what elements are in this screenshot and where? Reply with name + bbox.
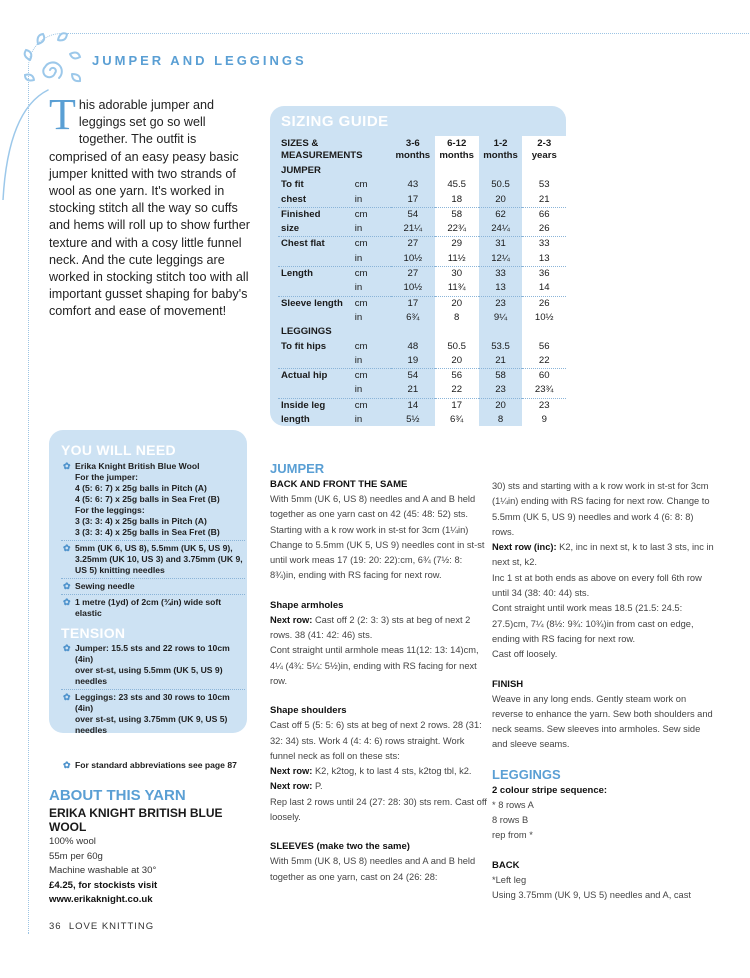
page-number: 36 (49, 921, 62, 932)
you-will-need-box (49, 430, 247, 770)
value-cell: 12¼ (479, 252, 523, 267)
yarn-detail: 55m per 60g (49, 850, 103, 862)
value-cell: 22 (522, 354, 566, 369)
value-cell: 33 (522, 237, 566, 252)
list-item: ✿ 5mm (UK 6, US 8), 5.5mm (UK 5, US 9), 3.25mm (UK 10, US 3) and 3.75mm (UK 9, US 5) knitting needles (61, 541, 245, 579)
sizing-table (278, 136, 566, 427)
table-row (278, 296, 566, 311)
pattern-column-1 (270, 461, 490, 885)
paragraph: Next row (inc): K2, inc in next st, k to last 3 sts, inc in next st, k2. (492, 542, 714, 568)
star-bullet-icon: ✿ (63, 760, 71, 770)
pattern-column-2 (492, 479, 714, 903)
unit-cell: in (352, 383, 391, 398)
star-bullet-icon: ✿ (63, 643, 71, 653)
paragraph: Cont straight until armhole meas 11(12: 13: 14)cm, 4¼ (4¾: 5¼: 5½)in, ending with RS facing for next row. (270, 645, 479, 686)
table-row (278, 222, 566, 237)
star-bullet-icon: ✿ (63, 597, 71, 607)
value-cell: 54 (407, 370, 419, 382)
measurement-label: Chest flat (281, 238, 325, 250)
value-cell: 10½ (522, 311, 566, 325)
value-cell: 20 (479, 193, 523, 208)
size-col-2: 6-12 months (435, 136, 479, 164)
value-cell: 27 (407, 268, 419, 280)
tension-list (61, 641, 245, 738)
table-row (278, 354, 566, 369)
value-cell: 17 (391, 193, 435, 208)
materials-list (61, 459, 245, 621)
value-cell: 20 (495, 399, 506, 411)
paragraph: Rep last 2 rows until 24 (27: 28: 30) sts rem. Cast off loosely. (270, 796, 487, 823)
sizing-head-label: SIZES & MEASUREMENTS (281, 138, 363, 161)
unit-cell: in (354, 414, 363, 426)
value-cell: 11¾ (435, 281, 479, 296)
value-cell: 5½ (406, 414, 420, 426)
value-cell: 13 (522, 252, 566, 267)
table-row (278, 267, 566, 282)
paragraph: rep from * (492, 830, 533, 841)
unit-cell: in (352, 354, 391, 369)
paragraph: Next row: Cast off 2 (2: 3: 3) sts at beg of next 2 rows. 38 (41: 42: 46) sts. (270, 614, 471, 641)
value-cell: 6¾ (406, 311, 420, 323)
table-row (278, 340, 566, 354)
subheading: 2 colour stripe sequence: (492, 784, 608, 796)
value-cell: 56 (435, 369, 479, 384)
value-cell: 56 (522, 340, 566, 354)
about-yarn-title: ABOUT THIS YARN (49, 787, 186, 804)
unit-cell: in (352, 222, 391, 237)
paragraph: Cast off 5 (5: 5: 6) sts at beg of next 2 rows. 28 (31: 32: 34) sts. Work 4 (4: 4: 6) rows straight. Work funnel neck as foll on these sts: (270, 720, 482, 761)
value-cell: 10½ (391, 252, 435, 267)
measurement-label: To fit (281, 179, 304, 191)
value-cell: 22 (435, 383, 479, 398)
list-item: ✿ Leggings: 23 sts and 30 rows to 10cm (4in) over st-st, using 3.75mm (UK 9, US 5) needles (63, 692, 230, 735)
unit-cell: cm (354, 238, 368, 250)
page-footer (49, 921, 154, 932)
value-cell: 58 (435, 207, 479, 222)
subheading: SLEEVES (make two the same) (270, 841, 410, 853)
table-row (278, 178, 566, 192)
value-cell: 53 (522, 178, 566, 192)
value-cell: 62 (495, 208, 506, 220)
table-row (278, 413, 566, 427)
measurement-label: To fit hips (281, 340, 327, 352)
paragraph: Cont straight until work meas 18.5 (21.5: 24.5: 27.5)cm, 7¼ (8½: 9¾: 10¾)in from cast on edge, ending with RS facing for next row. (492, 603, 694, 644)
value-cell: 58 (495, 370, 506, 382)
paragraph: Using 3.75mm (UK 9, US 5) needles and A, cast (492, 889, 691, 900)
subheading: Shape shoulders (270, 705, 347, 717)
paragraph: Next row: K2, k2tog, k to last 4 sts, k2tog tbl, k2. (270, 766, 472, 777)
yarn-url: www.erikaknight.co.uk (49, 894, 153, 906)
table-row (278, 237, 566, 252)
value-cell: 21 (391, 383, 435, 398)
list-item: ✿ For standard abbreviations see page 87 (63, 760, 237, 770)
value-cell: 19 (391, 354, 435, 369)
group-label-leggings: LEGGINGS (281, 326, 332, 338)
value-cell: 31 (495, 238, 506, 250)
list-item: ✿ Jumper: 15.5 sts and 22 rows to 10cm (4in) over st-st, using 5.5mm (UK 5, US 9) needles (61, 641, 245, 690)
unit-cell: cm (354, 370, 368, 382)
measurement-label: Length (281, 268, 313, 280)
tension-title: TENSION (61, 625, 126, 641)
list-item: ✿ Erika Knight British Blue Wool For the jumper: 4 (5: 6: 7) x 25g balls in Pitch (A) 4 (5: 6: 7) x 25g balls in Sea Fret (B) For the leggings: 3 (3: 3: 4) x 25g balls in Pitch (A) 3 (3: 3: 4) x 25g balls in Sea Fret (B) (61, 459, 245, 541)
measurement-label: length (281, 414, 310, 426)
magazine-name: LOVE KNITTING (68, 921, 155, 932)
subheading: FINISH (492, 678, 524, 690)
value-cell: 66 (522, 207, 566, 222)
table-row (278, 383, 566, 398)
yarn-price: £4.25, for stockists visit (49, 879, 158, 891)
value-cell: 23 (522, 398, 566, 413)
value-cell: 8 (497, 414, 504, 426)
list-item: ✿ 1 metre (1yd) of 2cm (¾in) wide soft elastic (63, 597, 222, 618)
subheading: BACK AND FRONT THE SAME (270, 479, 408, 490)
measurement-label: Finished (281, 208, 321, 220)
value-cell: 14 (522, 281, 566, 296)
value-cell: 14 (407, 399, 419, 411)
table-row (278, 398, 566, 413)
value-cell: 20 (435, 354, 479, 369)
value-cell: 9 (522, 413, 566, 427)
value-cell: 48 (407, 340, 419, 352)
measurement-label: Sleeve length (281, 297, 343, 309)
paragraph: * 8 rows A (492, 799, 534, 810)
star-bullet-icon: ✿ (63, 461, 71, 471)
value-cell: 53.5 (491, 340, 510, 352)
table-row (278, 369, 566, 384)
section-title-jumper: JUMPER (270, 461, 325, 476)
unit-cell: in (352, 281, 391, 296)
unit-cell: in (352, 252, 391, 267)
value-cell: 23 (479, 383, 523, 398)
group-label-jumper: JUMPER (281, 165, 321, 176)
paragraph: 8 rows B (492, 815, 529, 826)
value-cell: 27 (407, 238, 419, 250)
unit-cell: cm (354, 399, 368, 411)
measurement-label (278, 383, 352, 398)
table-row (278, 311, 566, 325)
measurement-label (278, 281, 352, 296)
value-cell: 21 (522, 193, 566, 208)
value-cell: 23 (495, 297, 506, 309)
list-item: ✿ Sewing needle (61, 579, 245, 595)
star-bullet-icon: ✿ (63, 543, 71, 553)
measurement-label (278, 354, 352, 369)
unit-cell: in (354, 311, 363, 323)
value-cell: 54 (407, 208, 419, 220)
table-row (278, 193, 566, 208)
value-cell: 36 (522, 267, 566, 282)
value-cell: 9¼ (493, 311, 508, 323)
about-yarn (49, 787, 259, 908)
sizing-title: SIZING GUIDE (281, 113, 389, 130)
value-cell: 20 (435, 296, 479, 311)
value-cell: 17 (435, 398, 479, 413)
value-cell: 50.5 (435, 340, 479, 354)
measurement-label: chest (278, 193, 352, 208)
value-cell: 45.5 (435, 178, 479, 192)
paragraph: Next row: P. (270, 781, 323, 792)
value-cell: 30 (435, 267, 479, 282)
value-cell: 13 (479, 281, 523, 296)
value-cell: 6¾ (435, 413, 479, 427)
abbreviations-list (61, 758, 245, 773)
unit-cell: in (352, 193, 391, 208)
value-cell: 60 (522, 369, 566, 384)
measurement-label (278, 311, 352, 325)
intro-paragraph (49, 90, 257, 321)
value-cell: 21 (479, 354, 523, 369)
value-cell: 50.5 (491, 179, 510, 191)
paragraph: *Left leg (492, 874, 527, 885)
unit-cell: cm (354, 179, 368, 191)
table-row (278, 252, 566, 267)
measurement-label: size (278, 222, 352, 237)
intro-text: his adorable jumper and leggings set go so well together. The outfit is comprised of an easy peasy basic jumper knitted with two strands of wool as one yarn. It's worked in stocking stitch all the way so cuffs and hems will roll up to show further texture and with a cosy little funnel neck. And the cute leggings are worked in stocking stitch too with all important gusset shaping for baby's comfort and ease of movement! (49, 98, 250, 319)
yarn-name: ERIKA KNIGHT BRITISH BLUE WOOL (49, 806, 223, 834)
value-cell: 26 (522, 296, 566, 311)
paragraph: 30) sts and starting with a k row work in st-st for 3cm (1¼in) ending with RS facing for next row. Change to 5.5mm (UK 5, US 9) needles and work 4 (6: 8: 8) rows. (492, 481, 710, 537)
sizing-guide (270, 106, 566, 426)
measurement-label (278, 252, 352, 267)
paragraph: With 5mm (UK 8, US 8) needles and A and B held together as one yarn, cast on 24 (26: 28: (270, 856, 476, 882)
unit-cell: cm (354, 208, 368, 220)
value-cell: 43 (407, 179, 419, 191)
measurement-label: Actual hip (281, 370, 328, 382)
table-row (278, 207, 566, 222)
value-cell: 24¼ (479, 222, 523, 237)
value-cell: 11½ (435, 252, 479, 267)
abbreviations-title: ABBREVIATIONS (61, 742, 180, 758)
table-row (278, 281, 566, 296)
star-bullet-icon: ✿ (63, 581, 71, 591)
paragraph: With 5mm (UK 6, US 8) needles and A and B held together as one yarn cast on 42 (45: 48: 52) sts. (270, 494, 476, 520)
value-cell: 29 (435, 237, 479, 252)
yarn-detail: Machine washable at 30° (49, 865, 157, 877)
paragraph: Weave in any long ends. Gently steam work on reverse to enhance the yarn. Sew both shoulders and neck seams. Sew sleeves into armholes. Sew side and sleeve seams. (492, 693, 713, 750)
unit-cell: cm (354, 340, 368, 352)
subheading: Shape armholes (270, 599, 344, 611)
value-cell: 21¼ (391, 222, 435, 237)
paragraph: Inc 1 st at both ends as above on every foll 6th row until 34 (38: 40: 44) sts. (492, 572, 702, 599)
size-col-3: 1-2 months (483, 138, 518, 161)
value-cell: 33 (495, 268, 506, 280)
value-cell: 17 (407, 297, 419, 309)
section-title-leggings: LEGGINGS (492, 766, 561, 782)
value-cell: 8 (435, 311, 479, 325)
value-cell: 23¾ (522, 383, 566, 398)
yarn-detail: 100% wool (49, 836, 96, 847)
value-cell: 10½ (391, 281, 435, 296)
value-cell: 22¾ (435, 222, 479, 237)
paragraph: Cast off loosely. (492, 649, 558, 660)
unit-cell: cm (354, 297, 368, 309)
subheading: BACK (492, 859, 520, 871)
page-title: JUMPER AND LEGGINGS (92, 53, 307, 68)
paragraph: Starting with a k row work in st-st for 3cm (1¼in) Change to 5.5mm (UK 5, US 9) needles cont in st-st until work meas 17 (19: 20: 22):cm, 6¾ (7½: 8: 8¾)in, ending with RS facing for next row. (270, 524, 485, 581)
size-col-1: 3-6 months (395, 138, 431, 161)
measurement-label: Inside leg (281, 399, 326, 411)
drop-cap: T (49, 90, 76, 139)
size-col-4: 2-3 years (522, 136, 566, 164)
star-bullet-icon: ✿ (63, 692, 71, 702)
value-cell: 26 (522, 222, 566, 237)
you-will-need-title: YOU WILL NEED (61, 442, 176, 458)
value-cell: 18 (435, 193, 479, 208)
unit-cell: cm (354, 268, 368, 280)
